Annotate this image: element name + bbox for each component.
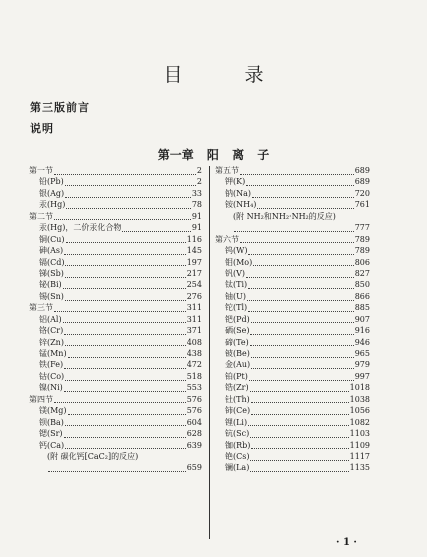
toc-page-number: 789	[354, 234, 370, 244]
toc-entry[interactable]	[29, 245, 202, 256]
toc-entry-title: 碲(Te)	[225, 337, 249, 347]
toc-page-number: 311	[186, 314, 202, 324]
toc-page-number: 885	[354, 303, 370, 313]
toc-page-number: 553	[186, 383, 202, 393]
toc-entry-title: 第一节	[29, 166, 53, 175]
toc-entry[interactable]	[29, 325, 202, 336]
toc-page-number: 789	[354, 246, 370, 256]
dot-leader	[64, 327, 186, 335]
toc-entry-title: 铂(Pt)	[225, 371, 248, 381]
toc-entry[interactable]	[215, 359, 370, 370]
toc-page-number: 659	[186, 463, 202, 473]
dot-leader	[63, 281, 186, 289]
toc-entry-title: 第二节	[29, 211, 53, 221]
toc-entry-title: 钠(Na)	[225, 188, 252, 198]
dot-leader	[251, 315, 354, 323]
dot-leader	[257, 201, 353, 209]
toc-entry[interactable]	[215, 245, 370, 256]
dot-leader	[248, 247, 353, 255]
toc-entry[interactable]	[215, 337, 370, 348]
toc-entry-title: 钴(Co)	[39, 371, 65, 381]
toc-right-column	[215, 165, 370, 474]
toc-entry-title: 钨(W)	[225, 246, 248, 256]
toc-entry[interactable]	[215, 417, 370, 428]
toc-page-number: 311	[186, 303, 202, 313]
toc-entry[interactable]	[29, 405, 202, 416]
toc-page-number: 866	[354, 291, 370, 301]
toc-entry-title: 镁(Mg)	[39, 406, 67, 416]
toc-entry[interactable]	[29, 234, 202, 245]
toc-entry-title: 铋(Bi)	[39, 280, 62, 290]
toc-entry[interactable]	[29, 268, 202, 279]
toc-entry[interactable]	[29, 382, 202, 393]
toc-page-number: 1056	[349, 406, 370, 416]
dot-leader	[240, 235, 354, 243]
toc-page-number: 946	[354, 337, 370, 347]
toc-entry[interactable]	[29, 222, 202, 233]
toc-entry-title: 钛(Ti)	[225, 280, 248, 290]
toc-entry-title: 铯(Cs)	[225, 451, 250, 461]
toc-entry-title: 铅(Pb)	[39, 177, 64, 187]
toc-entry-title: 钼(Mo)	[225, 257, 253, 267]
toc-entry[interactable]	[215, 302, 370, 313]
toc-page-number: 91	[191, 223, 202, 233]
toc-page-number: 116	[186, 234, 202, 244]
dot-leader	[54, 212, 191, 220]
toc-entry-title: 第三节	[29, 303, 53, 313]
toc-entry[interactable]	[215, 462, 370, 473]
toc-entry-title: 锰(Mn)	[39, 349, 67, 358]
toc-entry-title: 汞(Hg)	[39, 200, 66, 210]
toc-page-number: 408	[186, 337, 202, 347]
dot-leader	[65, 258, 185, 266]
toc-page-number: 916	[354, 326, 370, 336]
dot-leader	[65, 338, 186, 346]
toc-page-number: 639	[186, 440, 202, 450]
dot-leader	[249, 373, 354, 381]
dot-leader	[250, 430, 348, 438]
toc-entry-title: 铜(Cu)	[39, 234, 65, 244]
notes-link[interactable]: 说明	[30, 122, 54, 135]
toc-entry-title: 锑(Sb)	[39, 268, 64, 278]
dot-leader	[54, 167, 196, 175]
toc-entry-title: 铈(Ce)	[225, 406, 251, 416]
toc-section[interactable]	[29, 302, 202, 313]
toc-page-number: 438	[186, 349, 202, 358]
toc-page-number: 2	[196, 166, 202, 175]
dot-leader	[250, 384, 349, 392]
toc-entry[interactable]	[215, 268, 370, 279]
toc-page-number: 997	[354, 371, 370, 381]
toc-entry-title: 钍(Th)	[225, 394, 250, 404]
toc-entry[interactable]	[215, 394, 370, 405]
toc-entry-title: 金(Au)	[225, 360, 251, 370]
toc-entry[interactable]	[29, 188, 202, 199]
toc-page-number: 689	[354, 177, 370, 187]
dot-leader	[234, 224, 354, 232]
toc-entry[interactable]	[29, 291, 202, 302]
toc-page-number: 1109	[349, 440, 370, 450]
toc-entry[interactable]	[29, 359, 202, 370]
toc-page-number: 1135	[349, 463, 370, 473]
dot-leader	[246, 270, 354, 278]
toc-page-number: 604	[186, 417, 202, 427]
toc-page-number: 276	[186, 291, 202, 301]
toc-entry[interactable]	[215, 176, 370, 187]
toc-entry-title: 钯(Pd)	[225, 314, 250, 324]
toc-entry[interactable]	[29, 348, 202, 359]
toc-entry[interactable]	[29, 199, 202, 210]
toc-entry-title: 硒(Se)	[225, 326, 250, 336]
toc-page-number: 472	[186, 360, 202, 370]
toc-page-number: 371	[186, 326, 202, 336]
toc-entry-title: 钡(Ba)	[39, 417, 64, 427]
toc-entry[interactable]	[29, 428, 202, 439]
toc-page-number: 2	[196, 177, 202, 187]
toc-page-number: 576	[186, 394, 202, 404]
toc-page-number: 777	[354, 223, 370, 233]
toc-entry[interactable]	[29, 440, 202, 451]
toc-entry-title: 铝(Al)	[39, 314, 62, 324]
toc-page-number: 1082	[349, 417, 370, 427]
toc-page-number: 806	[354, 257, 370, 267]
toc-entry-title: 砷(As)	[39, 246, 64, 256]
toc-entry[interactable]	[215, 428, 370, 439]
dot-leader	[65, 270, 186, 278]
toc-entry[interactable]	[215, 405, 370, 416]
toc-entry-title: 铁(Fe)	[39, 360, 64, 370]
dot-leader	[68, 407, 186, 415]
toc-entry[interactable]	[215, 348, 370, 359]
toc-section[interactable]	[215, 234, 370, 245]
chapter-heading: 第一章 阳 离 子	[157, 148, 270, 162]
toc-page-number: 628	[186, 429, 202, 439]
toc-entry-title: 铀(U)	[225, 291, 246, 301]
toc-page-number: 907	[354, 314, 370, 324]
toc-entry[interactable]	[215, 199, 370, 210]
dot-leader	[54, 395, 186, 403]
dot-leader	[251, 350, 354, 358]
page-title: 目 录	[163, 64, 292, 86]
toc-entry[interactable]	[29, 451, 202, 462]
toc-entry-title: 钪(Sc)	[225, 429, 250, 439]
toc-entry-title: 锌(Zn)	[39, 337, 64, 347]
toc-section[interactable]	[29, 165, 202, 176]
toc-page-number: 197	[186, 257, 202, 267]
toc-page-number: 689	[354, 166, 370, 175]
dot-leader	[68, 350, 186, 358]
dot-leader	[54, 304, 186, 312]
toc-page-number: 576	[186, 406, 202, 416]
toc-entry[interactable]	[215, 382, 370, 393]
toc-entry-title: 钒(V)	[225, 268, 246, 278]
toc-entry[interactable]	[215, 222, 370, 233]
dot-leader	[248, 304, 354, 312]
toc-entry[interactable]	[29, 176, 202, 187]
dot-leader	[246, 178, 354, 186]
toc-page-number: 145	[186, 246, 202, 256]
toc-entry-title: (附 碳化钙[CaC₂]的反应)	[47, 451, 139, 461]
toc-entry[interactable]	[29, 417, 202, 428]
toc-page-number: 1038	[349, 394, 370, 404]
dot-leader	[65, 441, 186, 449]
toc-entry-title: 锡(Sn)	[39, 291, 64, 301]
toc-entry[interactable]	[29, 257, 202, 268]
dot-leader	[64, 247, 186, 255]
dot-leader	[48, 464, 186, 472]
toc-entry[interactable]	[215, 279, 370, 290]
dot-leader	[250, 464, 348, 472]
dot-leader	[251, 441, 348, 449]
toc-entry-title: 汞(Hg)，二价汞化合物	[39, 223, 122, 233]
toc-entry-title: 钾(K)	[225, 177, 246, 187]
toc-entry-title: 铬(Cr)	[39, 326, 64, 336]
toc-section[interactable]	[215, 165, 370, 176]
toc-page-number: 761	[354, 200, 370, 210]
toc-entry-title: 第六节	[215, 234, 239, 244]
toc-page-number: 850	[354, 280, 370, 290]
toc-entry[interactable]	[215, 440, 370, 451]
dot-leader	[251, 395, 349, 403]
preface-block	[30, 97, 90, 139]
dot-leader	[248, 281, 354, 289]
dot-leader	[122, 224, 190, 232]
dot-leader	[253, 258, 353, 266]
toc-entry-title: 第四节	[29, 394, 53, 404]
toc-page-number: 827	[354, 268, 370, 278]
dot-leader	[65, 293, 186, 301]
dot-leader	[63, 315, 186, 323]
toc-entry[interactable]	[29, 462, 202, 473]
toc-entry[interactable]	[215, 211, 370, 222]
toc-entry[interactable]	[215, 188, 370, 199]
dot-leader	[66, 201, 190, 209]
toc-entry[interactable]	[29, 337, 202, 348]
toc-left-column	[29, 165, 202, 474]
toc-entry-title: 锶(Sr)	[39, 429, 63, 439]
toc-entry[interactable]	[215, 314, 370, 325]
toc-entry-title: 镧(La)	[225, 463, 250, 473]
dot-leader	[64, 361, 186, 369]
dot-leader	[251, 407, 349, 415]
dot-leader	[64, 430, 186, 438]
page-number: · 1 ·	[336, 537, 357, 548]
toc-entry[interactable]	[215, 257, 370, 268]
toc-page-number: 1117	[349, 451, 370, 461]
column-divider	[209, 166, 210, 539]
toc-section[interactable]	[29, 394, 202, 405]
toc-entry-title: 铵(NH₄)	[225, 200, 257, 210]
toc-page-number: 217	[186, 268, 202, 278]
toc-page-number: 254	[186, 280, 202, 290]
toc-page-number: 1018	[349, 383, 370, 393]
toc-page-number: 91	[191, 211, 202, 221]
toc-entry-title: 铊(Tl)	[225, 303, 248, 313]
dot-leader	[65, 373, 186, 381]
toc-entry[interactable]	[29, 371, 202, 382]
toc-entry[interactable]	[29, 279, 202, 290]
toc-page-number: 979	[354, 360, 370, 370]
preface-link[interactable]: 第三版前言	[30, 101, 90, 114]
toc-entry-title: 第五节	[215, 166, 239, 175]
toc-section[interactable]	[29, 211, 202, 222]
dot-leader	[65, 190, 191, 198]
toc-entry[interactable]	[215, 325, 370, 336]
toc-page-number: 965	[354, 349, 370, 358]
toc-entry[interactable]	[215, 371, 370, 382]
toc-page-number: 33	[191, 188, 202, 198]
dot-leader	[66, 235, 186, 243]
dot-leader	[250, 453, 348, 461]
dot-leader	[65, 178, 196, 186]
dot-leader	[250, 327, 353, 335]
dot-leader	[64, 384, 186, 392]
dot-leader	[65, 418, 186, 426]
toc-entry-title: 镍(Ni)	[39, 383, 63, 393]
toc-page-number: 518	[186, 371, 202, 381]
toc-entry-title: 银(Ag)	[39, 188, 65, 198]
toc-entry-title: 锂(Li)	[225, 417, 248, 427]
toc-entry-title: (附 NH₂和NH₂·NH₂的反应)	[233, 211, 336, 221]
toc-entry[interactable]	[215, 291, 370, 302]
dot-leader	[240, 167, 354, 175]
dot-leader	[252, 190, 354, 198]
toc-entry-title: 镉(Cd)	[39, 257, 65, 267]
toc-page-number: 720	[354, 188, 370, 198]
toc-entry[interactable]	[29, 314, 202, 325]
toc-entry[interactable]	[215, 451, 370, 462]
toc-page-number: 78	[191, 200, 202, 210]
dot-leader	[250, 338, 354, 346]
dot-leader	[247, 293, 354, 301]
toc-entry-title: 铷(Rb)	[225, 440, 251, 450]
dot-leader	[248, 418, 349, 426]
dot-leader	[251, 361, 354, 369]
toc-entry-title: 钙(Ca)	[39, 440, 65, 450]
toc-entry-title: 锆(Zr)	[225, 383, 249, 393]
toc-page-number: 1103	[349, 429, 370, 439]
toc-entry-title: 铍(Be)	[225, 349, 250, 358]
